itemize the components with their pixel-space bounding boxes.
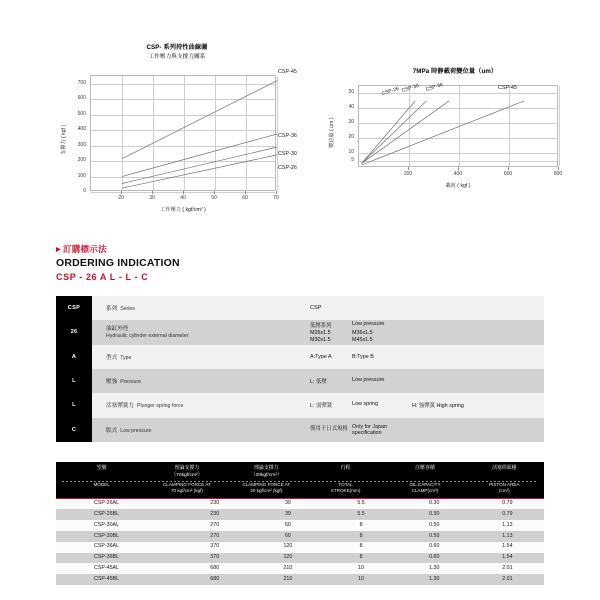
spec-cell-oil: 0.60 xyxy=(429,554,440,561)
spec-header-cell-cn xyxy=(56,466,147,479)
spec-table-header xyxy=(56,462,544,499)
series-line xyxy=(122,81,277,159)
ordering-value-cell: Low pressure xyxy=(352,321,385,328)
ordering-value-cell: A:Type A xyxy=(310,353,332,360)
y-axis-tick-label: 400 xyxy=(77,126,86,133)
spec-cell-stroke: 8 xyxy=(359,521,363,528)
ordering-value-line xyxy=(310,354,412,360)
x-axis-tick-label: 60 xyxy=(242,195,248,202)
ordering-code-badge: L xyxy=(56,369,92,393)
ordering-desc-en: Type xyxy=(120,354,132,361)
ordering-value xyxy=(302,369,544,393)
ordering-code-example: CSP - 26 A L - L - C xyxy=(56,272,149,283)
series-line xyxy=(122,147,277,183)
ordering-heading-en: ORDERING INDICATION xyxy=(56,257,180,270)
spec-header-row-cn xyxy=(56,462,544,481)
series-label-csp-30: CSP-30 xyxy=(401,82,420,94)
table-row xyxy=(56,563,544,574)
ordering-value-cell: Low pressure xyxy=(352,377,385,384)
spec-header-cn-line1: 行程 xyxy=(340,466,351,471)
x-axis-title: 工作壓力 ( kgf/cm² ) xyxy=(160,207,206,214)
ordering-table xyxy=(56,296,544,442)
y-axis-title: 支撐力 ( kgf ) xyxy=(61,124,67,156)
series-lines xyxy=(91,76,277,192)
x-axis-tickmark xyxy=(183,191,184,194)
spec-header-en-line1: OIL CAPACITY xyxy=(409,482,441,488)
charts-region xyxy=(0,44,600,234)
ordering-value-line xyxy=(310,424,412,436)
spec-header-cn-line1: 理論支撐力 xyxy=(254,466,279,471)
ordering-value-cell: M45x1.5 xyxy=(352,337,373,344)
series-label-csp-36: CSP-36 xyxy=(425,81,444,93)
y-axis-tick-label: 100 xyxy=(77,172,86,179)
y-axis-tick-label: 30 xyxy=(348,119,354,126)
y-axis-tick-label: 200 xyxy=(77,157,86,164)
chart1-subtitle: 工作壓力與支撐力關系 xyxy=(148,53,206,60)
spec-cell-model: CSP-30BL xyxy=(94,532,120,539)
ordering-desc-cn: 油缸外徑 xyxy=(106,325,129,332)
plot-frame xyxy=(90,75,276,191)
x-axis-tickmark xyxy=(152,191,153,194)
spec-cell-area: 1.54 xyxy=(502,543,513,550)
ordering-description xyxy=(92,369,302,393)
spec-header-en-line1: TOTAL xyxy=(338,482,353,488)
spec-cell-area: 0.79 xyxy=(502,500,513,507)
spec-header-cn-line1: 活塞桿面積 xyxy=(492,466,517,471)
x-axis-tick-label: 30 xyxy=(149,195,155,202)
series-line xyxy=(362,101,427,164)
spec-header-row-en xyxy=(56,482,544,497)
spec-cell-f70: 680 xyxy=(210,575,220,582)
series-line xyxy=(362,101,525,165)
chart2-title xyxy=(330,44,580,77)
y-axis-tick-label: 700 xyxy=(77,79,86,86)
spec-cell-stroke: 8 xyxy=(359,543,363,550)
ordering-value-lines xyxy=(310,424,412,436)
spec-cell-oil: 0.50 xyxy=(429,532,440,539)
spec-header-en-line1: CLAMPING FORCE AT xyxy=(162,482,211,488)
ordering-code-badge: C xyxy=(56,418,92,442)
ordering-value-line xyxy=(310,401,464,409)
x-axis-tickmark xyxy=(245,191,246,194)
x-axis-tickmark xyxy=(408,167,409,170)
ordering-desc-cn: 系列 xyxy=(106,306,118,313)
ordering-row xyxy=(56,345,544,369)
spec-cell-area: 2.01 xyxy=(502,564,513,571)
ordering-value-line xyxy=(310,377,412,385)
chart2-title-main: 7MPa 時静載荷變位量（um） xyxy=(412,68,498,75)
ordering-value-cell: M36x1.5 xyxy=(352,330,373,337)
ordering-heading xyxy=(56,244,180,283)
ordering-desc-en: Plunger spring force xyxy=(136,403,184,410)
spec-cell-f70: 230 xyxy=(210,510,220,517)
ordering-value-cell: Only for Japan specification xyxy=(352,423,388,436)
x-axis-tick-label: 600 xyxy=(503,170,513,177)
spec-header-en-line2: (cm²) xyxy=(498,488,510,494)
spec-header-cell-cn xyxy=(306,466,385,479)
spec-header-cell-en xyxy=(465,482,544,494)
x-axis-tickmark xyxy=(558,167,559,170)
ordering-desc-en: Hydraulic cylinder external diameter xyxy=(106,332,189,339)
spec-cell-model: CSP-36AL xyxy=(94,543,120,550)
x-axis-tickmark xyxy=(276,191,277,194)
ordering-code-badge: L xyxy=(56,393,92,417)
chart-static-load-displacement xyxy=(330,44,580,234)
ordering-desc-cn: 活塞彈簧力 xyxy=(106,403,134,410)
series-line xyxy=(122,134,277,177)
spec-header-cn-line1: 型號 xyxy=(96,466,107,471)
table-row xyxy=(56,553,544,564)
spec-cell-f20: 39 xyxy=(284,510,291,517)
spec-header-cell-en xyxy=(147,482,226,494)
spec-header-cell-en xyxy=(306,482,385,494)
ordering-row xyxy=(56,418,544,442)
ordering-description xyxy=(92,345,302,369)
ordering-description xyxy=(92,320,302,344)
ordering-value-lines xyxy=(310,401,464,409)
spec-cell-area: 2.01 xyxy=(502,575,513,582)
ordering-desc-cn: 版式 xyxy=(106,427,118,434)
table-row xyxy=(56,531,544,542)
x-axis-tick-label: 50 xyxy=(211,195,217,202)
spec-header-cn-line2: （70kgf/cm²） xyxy=(171,472,203,478)
x-axis-tick-label: 20 xyxy=(118,195,124,202)
table-row xyxy=(56,499,544,510)
ordering-value xyxy=(302,296,544,320)
series-label-csp-36: CSP-36 xyxy=(278,133,297,140)
table-row xyxy=(56,509,544,520)
spec-cell-f20: 210 xyxy=(283,575,293,582)
ordering-desc-en: Low pressure xyxy=(120,427,152,434)
y-axis-tick-label: 20 xyxy=(348,134,354,141)
spec-header-cell-cn xyxy=(147,466,226,479)
spec-cell-area: 1.13 xyxy=(502,532,513,539)
ordering-value-line xyxy=(310,337,412,343)
series-label-csp-26: CSP-26 xyxy=(278,165,297,172)
series-label-csp-45: CSP-45 xyxy=(278,69,297,76)
chart1-title xyxy=(62,44,292,61)
spec-cell-stroke: 8 xyxy=(359,554,363,561)
ordering-value-cell: 僅用于日式規格 xyxy=(310,425,348,432)
ordering-heading-cn xyxy=(56,244,180,254)
spec-cell-f70: 270 xyxy=(210,521,220,528)
spec-cell-stroke: 5.5 xyxy=(357,500,365,507)
spec-cell-stroke: 10 xyxy=(358,575,365,582)
table-row xyxy=(56,574,544,585)
spec-cell-stroke: 5.5 xyxy=(357,510,365,517)
plot-frame xyxy=(358,82,558,167)
y-axis-tick-label: 300 xyxy=(77,141,86,148)
spec-header-cell-en xyxy=(385,482,464,494)
spec-header-cell-cn xyxy=(385,466,464,479)
ordering-description xyxy=(92,296,302,320)
spec-cell-area: 1.13 xyxy=(502,521,513,528)
ordering-value-line xyxy=(310,321,412,329)
ordering-code-badge: CSP xyxy=(56,296,92,320)
ordering-desc-line xyxy=(106,426,302,434)
ordering-code-badge: A xyxy=(56,345,92,369)
series-line xyxy=(362,101,450,164)
spec-header-cell-cn xyxy=(465,466,544,479)
ordering-desc-line xyxy=(106,304,302,312)
series-label-csp-45: CSP-45 xyxy=(498,84,517,91)
spec-cell-oil: 0.30 xyxy=(429,510,440,517)
spec-header-cn-line1: 注壓容積 xyxy=(415,466,435,471)
gridline-vertical xyxy=(559,86,560,166)
y-axis-tick-label: 600 xyxy=(77,95,86,102)
y-axis-tick-label: 10 xyxy=(348,149,354,156)
x-axis-tick-label: 200 xyxy=(403,170,413,177)
series-label-csp-30: CSP-30 xyxy=(278,151,297,158)
ordering-description xyxy=(92,418,302,442)
spec-header-cell-en xyxy=(227,482,306,494)
spec-header-en-line1: CLAMPING FORCE AT xyxy=(242,482,291,488)
spec-cell-stroke: 8 xyxy=(359,532,363,539)
ordering-value-cell: M26x1.5 xyxy=(310,330,331,337)
y-axis-tick-label: 50 xyxy=(348,89,354,96)
ordering-desc-cn: 型式 xyxy=(106,354,118,361)
spec-cell-f20: 60 xyxy=(284,521,291,528)
spec-cell-model: CSP-45BL xyxy=(94,575,120,582)
x-axis-tickmark xyxy=(458,167,459,170)
ordering-value xyxy=(302,393,544,417)
x-axis-tick-label: 800 xyxy=(553,170,563,177)
x-axis-tickmark xyxy=(121,191,122,194)
series-line xyxy=(122,155,277,188)
triangle-bullet-icon: ▶ xyxy=(56,247,61,253)
ordering-value-cell: M30x1.5 xyxy=(310,337,331,344)
spec-header-cell-en xyxy=(56,482,147,494)
spec-cell-model: CSP-30AL xyxy=(94,521,120,528)
spec-cell-oil: 1.30 xyxy=(429,575,440,582)
ordering-value xyxy=(302,345,544,369)
x-axis-title: 載荷 ( kgf ) xyxy=(445,182,471,189)
spec-cell-model: CSP-26BL xyxy=(94,510,120,517)
ordering-desc-line xyxy=(106,401,302,409)
ordering-heading-cn-text: 訂購標示法 xyxy=(62,244,107,254)
ordering-value xyxy=(302,418,544,442)
table-row xyxy=(56,520,544,531)
ordering-desc-cn: 壓強 xyxy=(106,379,118,386)
y-axis-tick-label: 5 xyxy=(351,156,354,163)
ordering-row xyxy=(56,369,544,393)
y-axis-tick-label: 500 xyxy=(77,110,86,117)
ordering-desc-line xyxy=(106,353,302,361)
ordering-value-line xyxy=(310,330,412,336)
ordering-value xyxy=(302,320,544,344)
spec-cell-oil: 0.30 xyxy=(429,500,440,507)
spec-cell-f70: 370 xyxy=(210,543,220,550)
spec-header-en-line2: STROKE(mm) xyxy=(330,488,361,494)
spec-header-cell-cn xyxy=(227,466,306,479)
spec-cell-f20: 120 xyxy=(283,554,293,561)
ordering-code-badge: 26 xyxy=(56,320,92,344)
ordering-desc-en: Series xyxy=(120,306,135,313)
spec-header-cn-line1: 理論支撐力 xyxy=(174,466,200,471)
x-axis-tick-label: 400 xyxy=(453,170,463,177)
ordering-desc-line xyxy=(106,377,302,385)
spec-cell-oil: 0.50 xyxy=(429,521,440,528)
spec-header-en-line2: 70 kgf/cm² (kgf) xyxy=(170,488,203,494)
spec-cell-model: CSP-45AL xyxy=(94,564,120,571)
ordering-description xyxy=(92,393,302,417)
spec-cell-f20: 120 xyxy=(283,543,293,550)
ordering-value-lines xyxy=(310,321,412,343)
y-axis-tick-label: 40 xyxy=(348,104,354,111)
ordering-value-cell: Low spring xyxy=(352,401,379,408)
x-axis-tick-label: 70 xyxy=(273,195,279,202)
spec-cell-stroke: 10 xyxy=(358,564,365,571)
x-axis-tickmark xyxy=(214,191,215,194)
ordering-desc-en: Pressure xyxy=(120,379,141,386)
table-row xyxy=(56,542,544,553)
spec-cell-oil: 0.60 xyxy=(429,543,440,550)
spec-cell-f20: 210 xyxy=(283,564,293,571)
ordering-value-cell: 低壓系列 xyxy=(310,323,332,330)
y-axis-tick-label: 0 xyxy=(83,188,86,195)
chart-characteristic-curve xyxy=(61,44,297,234)
spec-header-en-line1: MODEL xyxy=(93,482,110,488)
ordering-value-cell: B:Type B xyxy=(352,353,374,360)
ordering-value-cell: L: 弱彈簧 xyxy=(310,403,333,410)
spec-cell-f20: 60 xyxy=(284,532,291,539)
ordering-row xyxy=(56,296,544,320)
spec-cell-f70: 680 xyxy=(210,564,220,571)
series-label-csp-26: CSP-26 xyxy=(381,85,400,97)
specification-table xyxy=(56,462,544,585)
ordering-value-cell: L: 低壓 xyxy=(310,379,327,386)
ordering-row xyxy=(56,393,544,417)
spec-cell-model: CSP-26AL xyxy=(94,500,120,507)
spec-cell-model: CSP-36BL xyxy=(94,554,120,561)
ordering-value-lines xyxy=(310,377,412,385)
spec-header-en-line2: 20 kgf/cm² (kgf) xyxy=(250,488,283,494)
series-lines xyxy=(359,86,559,168)
ordering-value-text: CSP xyxy=(310,305,322,312)
chart1-title-main: CSP- 系列持性曲線圖 xyxy=(146,44,208,51)
x-axis-tick-label: 40 xyxy=(180,195,186,202)
ordering-row xyxy=(56,320,544,344)
spec-cell-oil: 1.30 xyxy=(429,564,440,571)
spec-cell-f70: 270 xyxy=(210,532,220,539)
spec-cell-f70: 230 xyxy=(210,500,220,507)
x-axis-tickmark xyxy=(508,167,509,170)
ordering-value-lines xyxy=(310,354,412,360)
ordering-value-cell: H: 強彈簧 High spring xyxy=(412,403,464,410)
spec-cell-area: 0.79 xyxy=(502,510,513,517)
y-axis-title: 變位量 ( um ) xyxy=(329,117,335,148)
spec-cell-f70: 370 xyxy=(210,554,220,561)
spec-cell-area: 1.54 xyxy=(502,554,513,561)
spec-table-body xyxy=(56,499,544,585)
spec-header-en-line1: PISTON AREA xyxy=(489,482,520,488)
spec-cell-f20: 39 xyxy=(284,500,291,507)
spec-header-en-line2: CLAMP(cm³) xyxy=(411,488,439,494)
spec-header-cn-line2: （20kgf/cm²） xyxy=(250,472,282,478)
